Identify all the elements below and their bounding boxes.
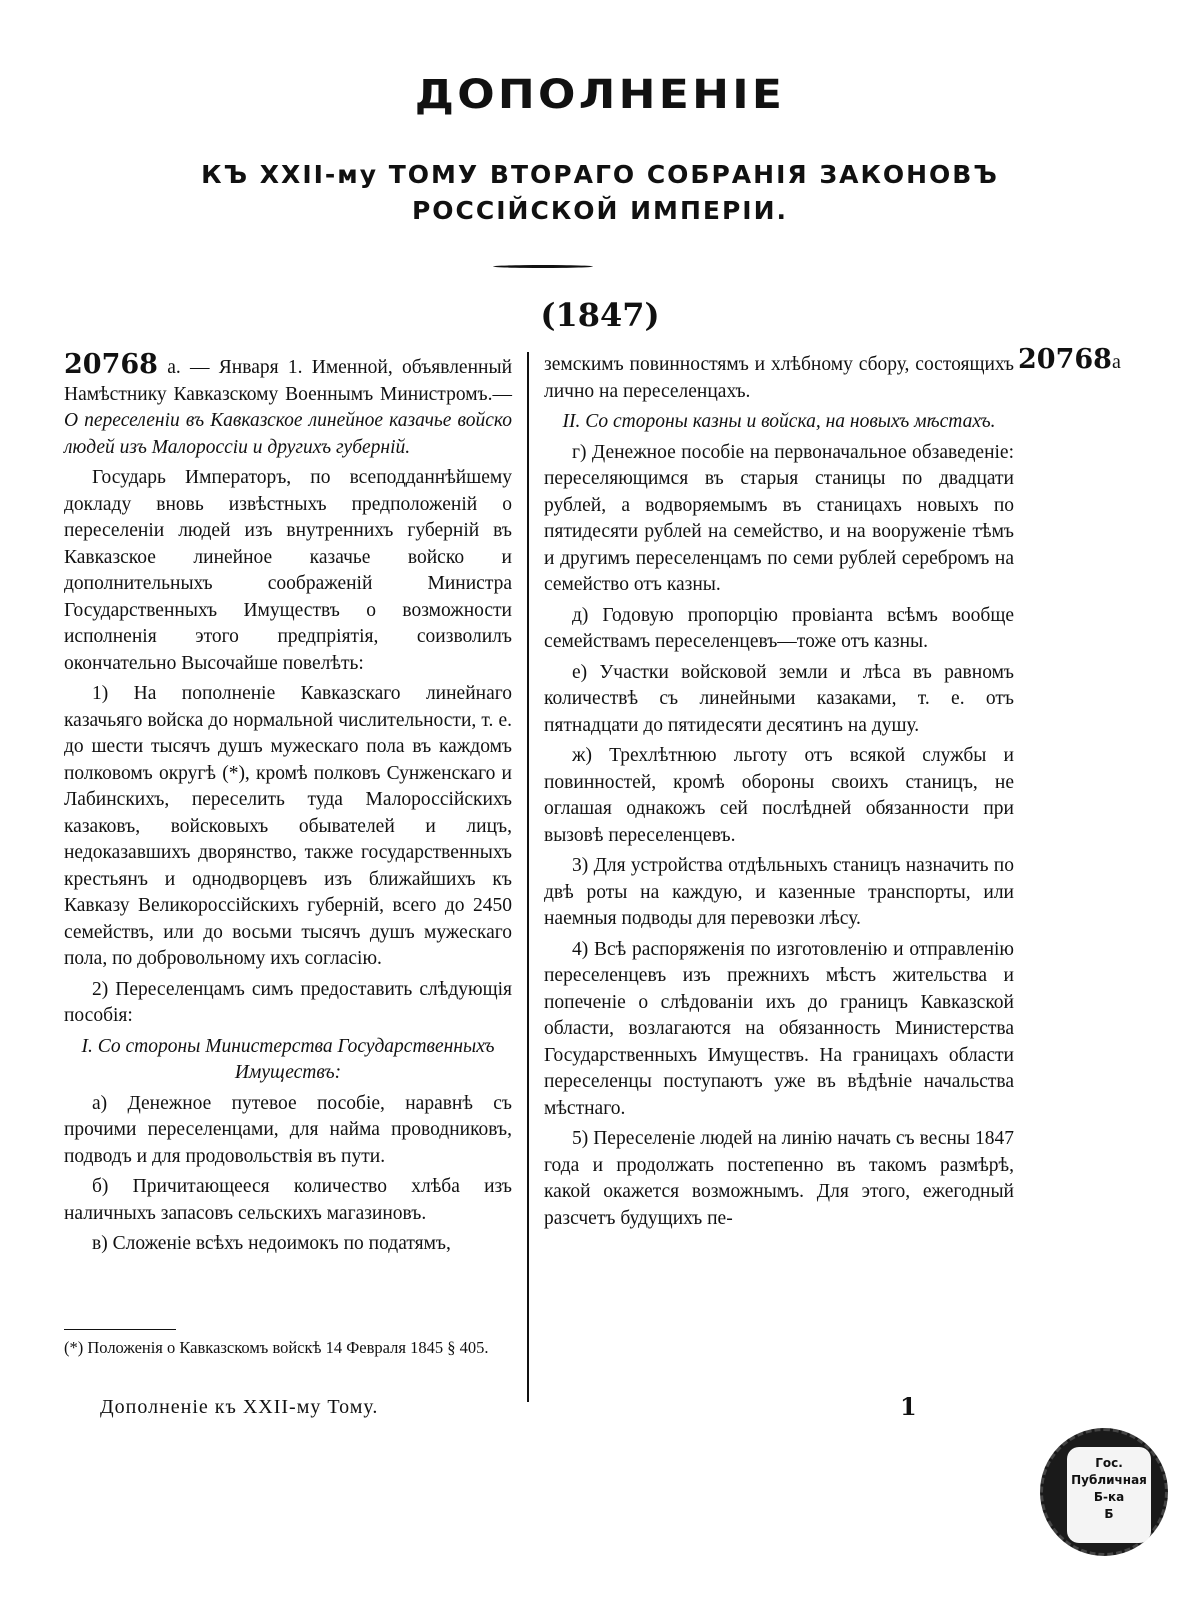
law-number: 20768 <box>64 349 158 380</box>
paragraph-item-b: б) Причитающееся количество хлѣба изъ наличныхъ запасовъ сельскихъ магазиновъ. <box>64 1176 512 1224</box>
right-column <box>544 352 1014 1236</box>
stamp-line-4: Б <box>1104 1507 1114 1521</box>
decorative-rule <box>493 265 593 268</box>
paragraph-item-g: г) Денежное пособіе на первоначальное обзаведеніе: переселяющимся въ старыя станицы по двадцати рублей, а водворяемымъ въ станицахъ новыхъ по пятидесяти рублей на семейство, и на вооруженіе тѣмъ и другимъ переселенцамъ по семи рублей серебромъ на семейство отъ казны. <box>544 441 1014 595</box>
stamp-line-1: Гос. <box>1095 1456 1123 1470</box>
paragraph-item-e: е) Участки войсковой земли и лѣса въ равномъ количествѣ съ линейными казаками, т. е. отъ пятнадцати до пятидесяти десятинъ на душу. <box>544 661 1014 736</box>
paragraph-item-4: 4) Всѣ распоряженія по изготовленію и отправленію переселенцевъ изъ прежнихъ мѣстъ жительства и попеченіе о слѣдованіи ихъ до границъ Кавказской области, возлагаются на обязанность Министерства Государственныхъ Имуществъ. На границахъ области переселенцы поступаютъ уже въ вѣдѣніе начальства мѣстнаго. <box>544 938 1014 1119</box>
paragraph-item-d: д) Годовую пропорцію провіанта всѣмъ вообще семействамъ переселенцевъ—тоже отъ казны. <box>544 604 1014 652</box>
law-date-line: а. — Января 1. Именной, объявленный Намѣстнику Кавказскому Военнымъ Министромъ.— <box>64 357 512 405</box>
paragraph-item-5: 5) Переселеніе людей на линію начать съ весны 1847 года и продолжать постепенно въ такомъ размѣрѣ, какой окажется возможнымъ. Для этого, ежегодный разсчетъ будущихъ пе- <box>544 1128 1014 1229</box>
column-divider <box>527 352 529 1402</box>
law-number-margin <box>1018 344 1121 375</box>
subtitle-line-1: КЪ XXII-му ТОМУ ВТОРАГО СОБРАНІЯ ЗАКОНОВЪ <box>201 160 999 189</box>
paragraph-item-2: 2) Переселенцамъ симъ предоставить слѣдующія пособія: <box>64 978 512 1026</box>
paragraph-preamble: Государь Императоръ, по всеподданнѣйшему докладу вновь извѣстныхъ предположеній о переселеніи людей изъ внутреннихъ губерній въ Кавказское линейное казачье войско и дополнительныхъ соображеній Министра Государственныхъ Имуществъ о возможности исполненія этого предпріятія, соизволилъ окончательно Высочайше повелѣть: <box>64 467 512 674</box>
subtitle-line-2: РОССІЙСКОЙ ИМПЕРІИ. <box>411 196 788 225</box>
law-number-margin-value: 20768 <box>1018 344 1112 375</box>
section-heading-1: I. Со стороны Министерства Государственныхъ Имуществъ: <box>81 1035 495 1083</box>
page-signature: Дополненіе къ XXII-му Тому. <box>100 1396 379 1418</box>
paragraph-continuation: земскимъ повинностямъ и хлѣбному сбору, состоящихъ лично на переселенцахъ. <box>544 354 1014 402</box>
law-number-margin-suffix: а <box>1111 351 1121 373</box>
paragraph-item-1: 1) На пополненіе Кавказскаго линейнаго казачьяго войска до нормальной числительности, т. е. до шести тысячъ душъ мужескаго пола въ каждомъ полковомъ округѣ (*), кромѣ полковъ Сунженскаго и Лабинскихъ, переселить туда Малороссійскихъ казаковъ, войсковыхъ обывателей и лицъ, недоказавшихъ дворянство, также государственныхъ крестьянъ и однодворцевъ изъ ближайшихъ къ Кавказу Великороссійскихъ губерній, всего до 2450 семействъ, или до восьми тысячъ душъ мужескаго пола, по добровольному ихъ согласію. <box>64 683 512 969</box>
library-stamp <box>1040 1428 1168 1556</box>
paragraph-item-a: а) Денежное путевое пособіе, наравнѣ съ прочими переселенцами, для найма проводниковъ, подводъ и для продовольствія въ пути. <box>64 1092 512 1167</box>
page-title: ДОПОЛНЕНІЕ <box>414 72 786 118</box>
footnote: (*) Положенія о Кавказскомъ войскѣ 14 Февраля 1845 § 405. <box>64 1338 489 1357</box>
paragraph-item-3: 3) Для устройства отдѣльныхъ станицъ назначить по двѣ роты на каждую, и казенные транспорты, или наемныя подводы для перевозки лѣсу. <box>544 855 1014 929</box>
footnote-rule <box>64 1329 176 1330</box>
library-stamp-text <box>1067 1447 1151 1543</box>
section-heading-2: II. Со стороны казны и войска, на новыхъ мѣстахъ. <box>562 411 996 432</box>
stamp-line-2: Публичная <box>1071 1473 1147 1487</box>
year-heading: (1847) <box>540 296 660 334</box>
left-column <box>64 349 512 1262</box>
law-subject: О переселеніи въ Кавказское линейное казачье войско людей изъ Малороссіи и другихъ губерній. <box>64 410 512 458</box>
stamp-line-3: Б-ка <box>1093 1490 1125 1504</box>
paragraph-item-v: в) Сложеніе всѣхъ недоимокъ по податямъ, <box>92 1233 451 1254</box>
paragraph-item-zh: ж) Трехлѣтнюю льготу отъ всякой службы и повинностей, кромѣ обороны своихъ станицъ, не оглашая однакожъ сей послѣдней обязанности при вызовѣ переселенцевъ. <box>544 745 1014 846</box>
law-heading <box>64 349 512 461</box>
page-number: 1 <box>900 1392 917 1421</box>
